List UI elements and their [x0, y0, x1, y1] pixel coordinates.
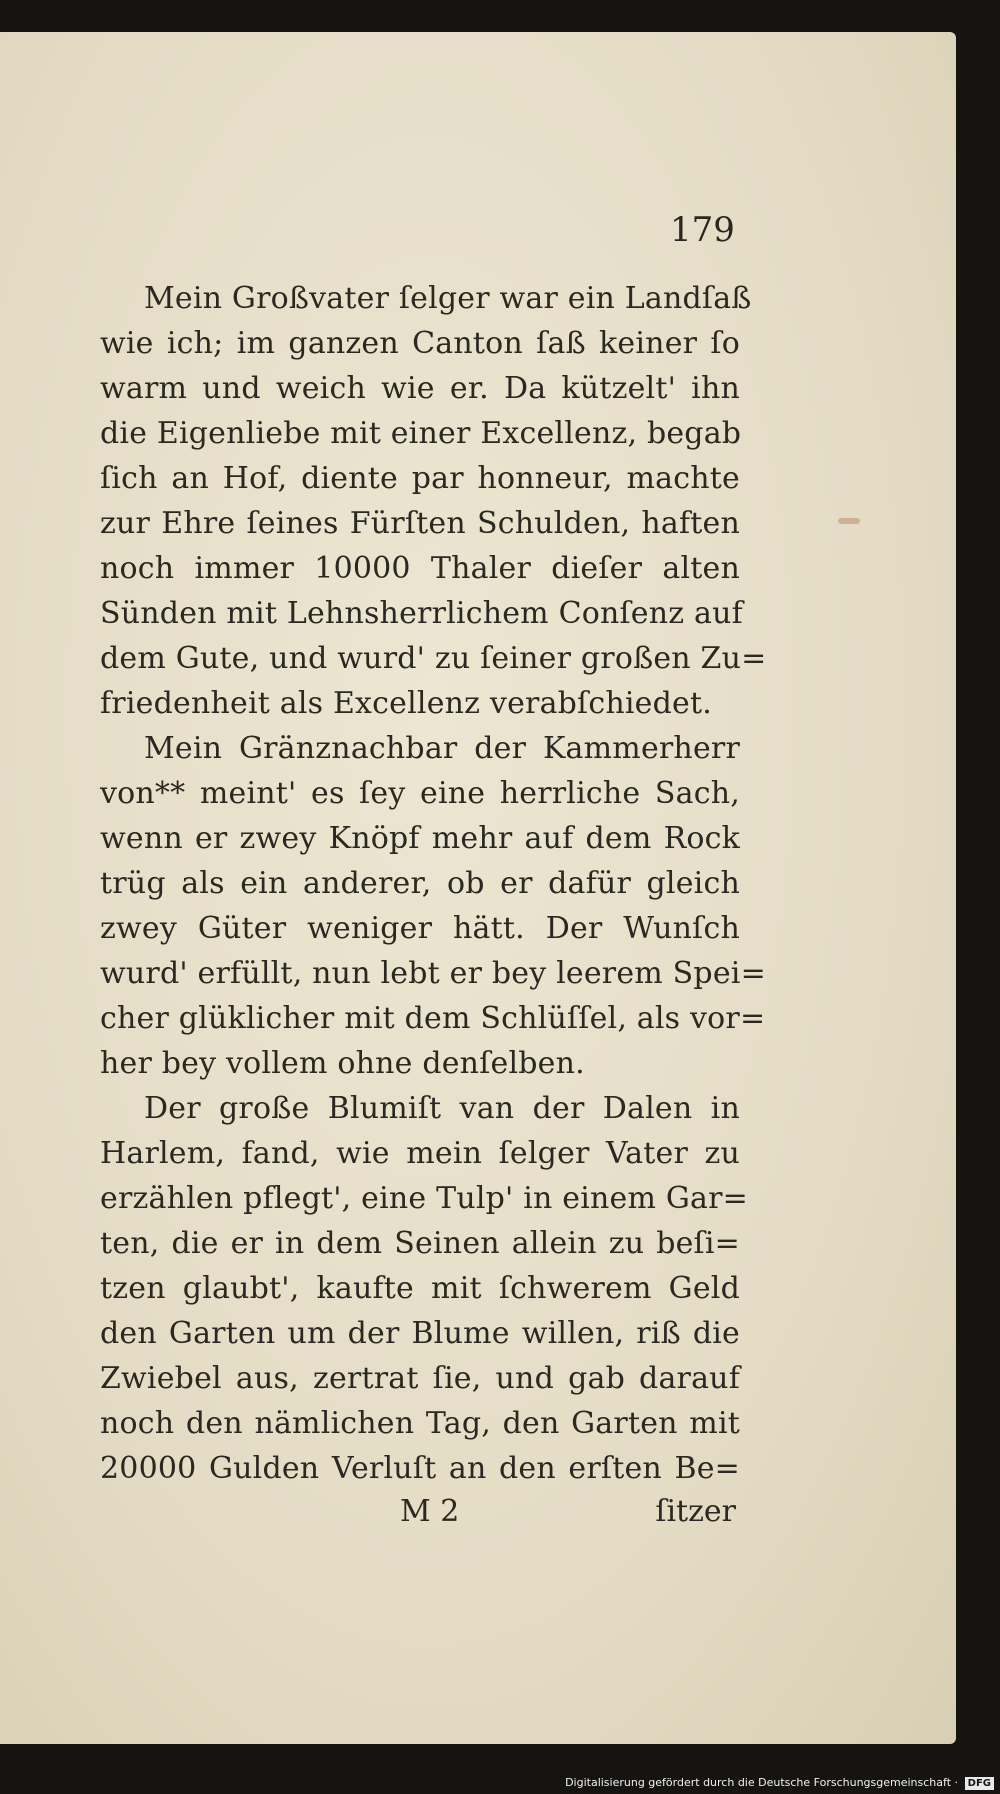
text-line: warm und weich wie er. Da kützelt' ihn	[100, 371, 740, 406]
text-line: Sünden mit Lehnsherrlichem Conſenz auf	[100, 596, 743, 631]
text-line: ten, die er in dem Seinen allein zu beſi=	[100, 1226, 740, 1261]
text-line: erzählen pflegt', eine Tulp' in einem Gar=	[100, 1181, 749, 1216]
text-line: von** meint' es ſey eine herrliche Sach,	[100, 776, 740, 811]
text-line: Harlem, fand, wie mein ſelger Vater zu	[100, 1136, 740, 1171]
text-line: ſich an Hof, diente par honneur, machte	[100, 461, 740, 496]
text-line: wie ich; im ganzen Canton ſaß keiner ſo	[100, 326, 740, 361]
paragraph	[100, 1086, 749, 1491]
dfg-logo: DFG	[965, 1777, 994, 1790]
digitization-credit: Digitalisierung gefördert durch die Deutsche Forschungsgemeinschaft ·	[561, 1775, 962, 1790]
text-line: friedenheit als Excellenz verabſchiedet.	[100, 686, 712, 721]
text-line: Mein Gränznachbar der Kammerherr	[144, 731, 740, 766]
text-line: noch den nämlichen Tag, den Garten mit	[100, 1406, 740, 1441]
catchword: ſitzer	[655, 1494, 736, 1529]
text-line: wurd' erfüllt, nun lebt er bey leerem Spei=	[100, 956, 766, 991]
text-line: wenn er zwey Knöpf mehr auf dem Rock	[100, 821, 740, 856]
page-footer	[100, 1494, 740, 1539]
text-line: trüg als ein anderer, ob er dafür gleich	[100, 866, 740, 901]
text-line: die Eigenliebe mit einer Excellenz, begab	[100, 416, 742, 451]
book-page	[0, 32, 956, 1744]
body-text	[100, 276, 767, 1491]
text-line: den Garten um der Blume willen, riß die	[100, 1316, 740, 1351]
text-line: 20000 Gulden Verluſt an den erſten Be=	[100, 1451, 740, 1486]
text-line: zur Ehre ſeines Fürſten Schulden, haften	[100, 506, 740, 541]
text-line: Der große Blumiſt van der Dalen in	[144, 1091, 740, 1126]
paragraph	[100, 276, 767, 726]
signature-mark: M 2	[400, 1494, 460, 1529]
text-line: her bey vollem ohne denſelben.	[100, 1046, 585, 1081]
text-line: tzen glaubt', kaufte mit ſchwerem Geld	[100, 1271, 740, 1306]
text-line: cher glüklicher mit dem Schlüſſel, als vor=	[100, 1001, 766, 1036]
text-line: Mein Großvater ſelger war ein Landſaß	[144, 281, 752, 316]
text-line: dem Gute, und wurd' zu ſeiner großen Zu=	[100, 641, 767, 676]
text-line: noch immer 10000 Thaler dieſer alten	[100, 551, 740, 586]
paragraph	[100, 726, 766, 1086]
text-line: zwey Güter weniger hätt. Der Wunſch	[100, 911, 740, 946]
text-line: Zwiebel aus, zertrat ſie, und gab darauf	[100, 1361, 740, 1396]
page-stain	[838, 518, 860, 524]
page-number: 179	[670, 210, 735, 250]
